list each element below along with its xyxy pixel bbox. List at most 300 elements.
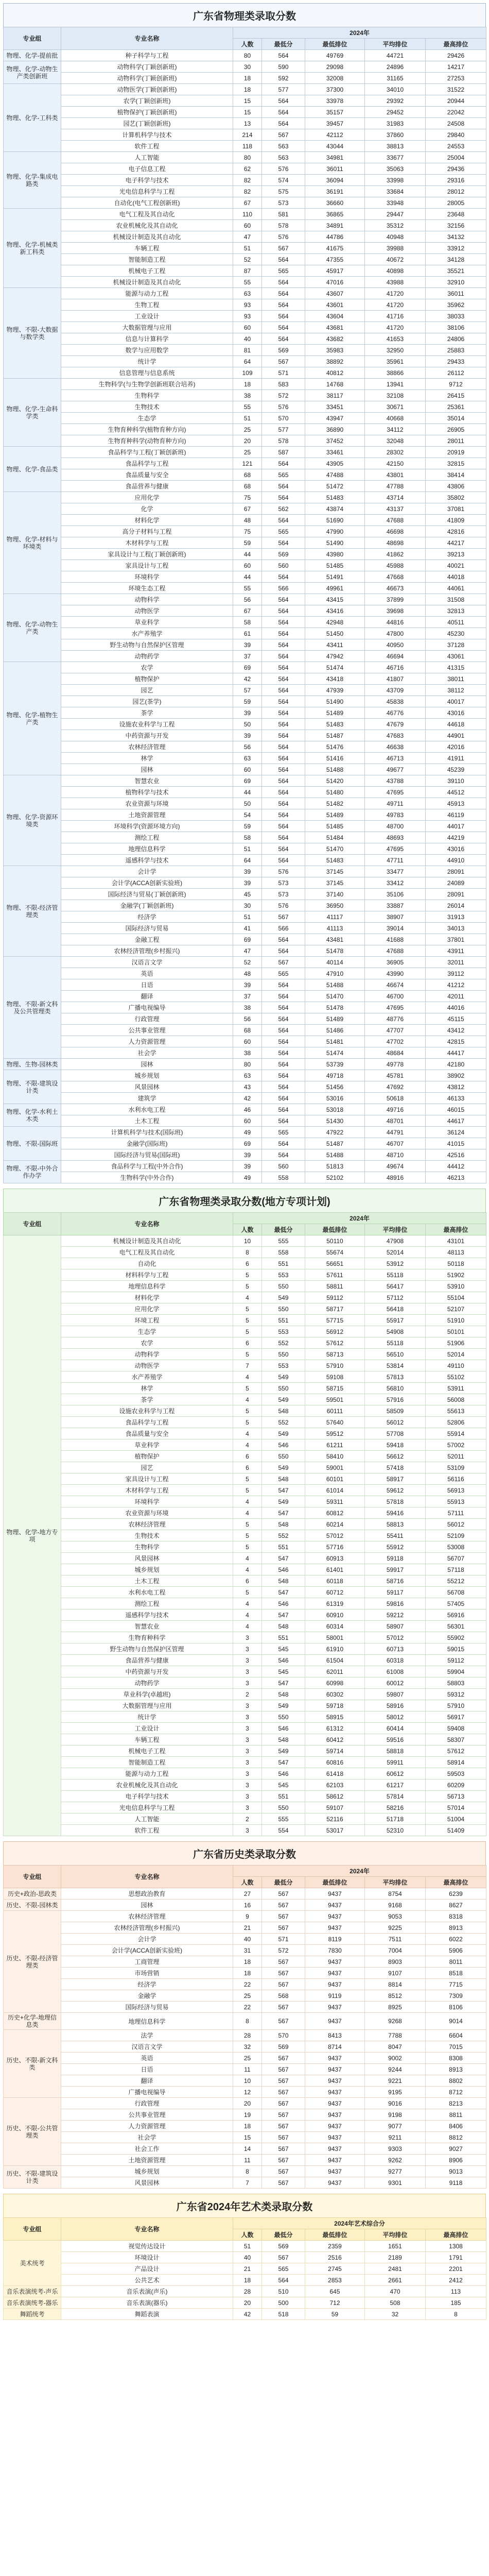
score-cell: 56916 — [426, 1609, 486, 1621]
score-cell: 564 — [262, 288, 305, 299]
score-cell: 564 — [262, 651, 305, 662]
major-name-cell: 材料化学 — [61, 515, 233, 526]
score-cell: 18 — [233, 2275, 262, 2286]
group-name-cell: 音乐表演统考-器乐 — [4, 2297, 61, 2309]
score-cell: 5 — [233, 1281, 262, 1292]
score-cell: 552 — [262, 1337, 305, 1349]
score-cell: 558 — [262, 1172, 305, 1183]
table-row — [4, 1405, 486, 1417]
score-cell: 37145 — [305, 877, 365, 889]
score-cell: 75 — [233, 492, 262, 503]
score-cell: 50 — [233, 798, 262, 809]
score-cell: 38902 — [426, 1070, 486, 1081]
score-cell: 7 — [233, 2177, 262, 2189]
score-cell: 42150 — [365, 458, 426, 469]
score-cell: 46700 — [365, 991, 426, 1002]
score-cell: 43607 — [305, 288, 365, 299]
score-cell: 5 — [233, 1541, 262, 1553]
score-cell: 58216 — [365, 1802, 426, 1814]
table-row — [4, 311, 486, 322]
score-cell: 47695 — [365, 843, 426, 855]
score-cell: 56708 — [426, 1587, 486, 1598]
table-row — [4, 1326, 486, 1337]
table-row — [4, 1689, 486, 1700]
major-name-cell: 生物技术 — [61, 401, 233, 413]
score-cell: 49677 — [365, 764, 426, 775]
major-name-cell: 水利水电工程 — [61, 1587, 233, 1598]
score-cell: 33412 — [365, 877, 426, 889]
table-row — [4, 2286, 486, 2297]
score-cell: 3 — [233, 1825, 262, 1836]
score-cell: 60 — [233, 1036, 262, 1047]
major-name-cell: 农林经济管理 — [61, 741, 233, 753]
score-cell: 36950 — [305, 900, 365, 911]
score-cell: 24806 — [426, 333, 486, 345]
score-cell: 550 — [262, 1303, 305, 1315]
score-cell: 3 — [233, 1655, 262, 1666]
score-cell: 15 — [233, 2132, 262, 2143]
major-name-cell: 农学 — [61, 1337, 233, 1349]
score-cell: 9195 — [365, 2087, 426, 2098]
score-cell: 5 — [233, 1315, 262, 1326]
score-cell: 49711 — [365, 798, 426, 809]
score-cell: 59112 — [426, 1655, 486, 1666]
score-cell: 61008 — [365, 1666, 426, 1677]
score-cell: 48684 — [365, 1047, 426, 1059]
score-cell: 51488 — [305, 1149, 365, 1161]
major-name-cell: 数学与应用数学 — [61, 345, 233, 356]
score-cell: 49110 — [426, 1360, 486, 1371]
score-cell: 42516 — [426, 1149, 486, 1161]
score-cell: 49674 — [365, 1161, 426, 1172]
major-name-cell: 动物科学(丁颖创新班) — [61, 61, 233, 73]
table-row — [4, 2177, 486, 2189]
score-cell: 29452 — [365, 107, 426, 118]
score-cell: 567 — [262, 1922, 305, 1934]
score-cell: 68 — [233, 1025, 262, 1036]
score-cell: 567 — [262, 356, 305, 367]
score-cell: 564 — [262, 277, 305, 288]
score-cell: 47711 — [365, 855, 426, 866]
score-cell: 29098 — [305, 61, 365, 73]
group-name-cell: 物理、化学-材料与环境类 — [4, 492, 61, 594]
score-cell: 569 — [262, 2241, 305, 2252]
table-row — [4, 639, 486, 651]
score-cell: 20 — [233, 435, 262, 447]
header-group: 专业组 — [4, 1213, 61, 1235]
table-row — [4, 503, 486, 515]
score-cell: 567 — [262, 1979, 305, 1990]
major-name-cell: 智慧农业 — [61, 775, 233, 787]
score-cell: 567 — [262, 2002, 305, 2013]
score-cell: 59117 — [365, 1587, 426, 1598]
score-cell: 53739 — [305, 1059, 365, 1070]
score-cell: 18 — [233, 1956, 262, 1968]
score-cell: 567 — [262, 911, 305, 923]
score-cell: 33451 — [305, 401, 365, 413]
score-cell: 548 — [262, 1575, 305, 1587]
table-row — [4, 957, 486, 968]
score-cell: 552 — [262, 1530, 305, 1541]
score-cell: 87 — [233, 265, 262, 277]
score-cell: 38 — [233, 1002, 262, 1013]
score-cell: 43601 — [305, 299, 365, 311]
major-name-cell: 农业机械化及其自动化 — [61, 220, 233, 231]
score-cell: 3 — [233, 1643, 262, 1655]
score-cell: 24896 — [365, 61, 426, 73]
score-cell: 547 — [262, 1587, 305, 1598]
score-cell: 48 — [233, 968, 262, 979]
score-cell: 546 — [262, 1723, 305, 1734]
major-name-cell: 社会学 — [61, 1047, 233, 1059]
major-name-cell: 能源与动力工程 — [61, 288, 233, 299]
score-cell: 43 — [233, 1081, 262, 1093]
score-cell: 38033 — [426, 311, 486, 322]
header-avg_score: 平均排位 — [365, 1224, 426, 1235]
score-cell: 47939 — [305, 685, 365, 696]
score-cell: 9225 — [365, 1922, 426, 1934]
major-name-cell: 国际经济与贸易(丁颖创新班) — [61, 889, 233, 900]
major-name-cell: 生物科学(与生物学创新班联合培养) — [61, 379, 233, 390]
score-cell: 39 — [233, 877, 262, 889]
score-cell: 59 — [233, 537, 262, 549]
table-row — [4, 1258, 486, 1269]
score-cell: 48710 — [365, 1149, 426, 1161]
score-cell: 60 — [233, 560, 262, 571]
score-cell: 55914 — [426, 1428, 486, 1439]
score-cell: 43812 — [426, 1081, 486, 1093]
score-cell: 47 — [233, 945, 262, 957]
table-row — [4, 1349, 486, 1360]
score-cell: 566 — [262, 583, 305, 594]
score-cell: 564 — [262, 1104, 305, 1115]
score-cell: 39112 — [426, 968, 486, 979]
score-cell: 52107 — [426, 1303, 486, 1315]
score-cell: 51484 — [305, 832, 365, 843]
score-cell: 581 — [262, 209, 305, 220]
group-name-cell: 历史、不限-园林类 — [4, 1900, 61, 1911]
score-cell: 53109 — [426, 1462, 486, 1473]
score-cell: 5 — [233, 1405, 262, 1417]
score-cell: 5 — [233, 1473, 262, 1485]
score-cell: 41015 — [426, 1138, 486, 1149]
score-cell: 9221 — [365, 2075, 426, 2087]
table-row — [4, 1013, 486, 1025]
major-name-cell: 植物科学与技术 — [61, 787, 233, 798]
score-cell: 4 — [233, 1371, 262, 1383]
score-cell: 57111 — [426, 1507, 486, 1519]
major-name-cell: 城乡规划 — [61, 1564, 233, 1575]
score-cell: 9437 — [305, 2002, 365, 2013]
score-cell: 4 — [233, 1428, 262, 1439]
score-cell: 565 — [262, 1127, 305, 1138]
table-row — [4, 1161, 486, 1172]
score-table — [3, 1865, 486, 2189]
score-cell: 48 — [233, 515, 262, 526]
score-cell: 55 — [233, 583, 262, 594]
table-row — [4, 1269, 486, 1281]
score-cell: 567 — [262, 243, 305, 254]
score-cell: 45988 — [365, 560, 426, 571]
score-cell: 51470 — [305, 843, 365, 855]
table-row — [4, 50, 486, 61]
score-cell: 564 — [262, 1047, 305, 1059]
score-cell: 44412 — [426, 1161, 486, 1172]
header-min_rank: 最低排位 — [305, 1877, 365, 1888]
score-cell: 546 — [262, 1439, 305, 1451]
table-row — [4, 2275, 486, 2286]
score-cell: 3 — [233, 1745, 262, 1757]
score-cell: 40114 — [305, 957, 365, 968]
score-cell: 57612 — [305, 1337, 365, 1349]
score-cell: 56917 — [426, 1711, 486, 1723]
header-year: 2024年艺术综合分 — [233, 2218, 486, 2229]
score-cell: 48701 — [365, 1115, 426, 1127]
table-row — [4, 741, 486, 753]
table-row — [4, 175, 486, 186]
score-cell: 42 — [233, 1093, 262, 1104]
table-row — [4, 1002, 486, 1013]
score-cell: 25 — [233, 447, 262, 458]
score-cell: 564 — [262, 832, 305, 843]
major-name-cell: 土地资源管理 — [61, 809, 233, 821]
score-cell: 55917 — [365, 1315, 426, 1326]
major-name-cell: 草业科学(卓越班) — [61, 1689, 233, 1700]
table-row — [4, 526, 486, 537]
score-cell: 60314 — [305, 1621, 365, 1632]
header-max_score: 最高排位 — [426, 1877, 486, 1888]
score-cell: 4 — [233, 1507, 262, 1519]
score-cell: 59816 — [365, 1598, 426, 1609]
score-cell: 44617 — [426, 1115, 486, 1127]
score-cell: 60816 — [305, 1757, 365, 1768]
major-name-cell: 音乐表演(器乐) — [61, 2297, 233, 2309]
table-row — [4, 61, 486, 73]
score-cell: 56713 — [426, 1791, 486, 1802]
major-name-cell: 能源与动力工程 — [61, 1768, 233, 1780]
score-cell: 6 — [233, 1575, 262, 1587]
score-cell: 39457 — [305, 118, 365, 129]
score-cell: 47702 — [365, 1036, 426, 1047]
major-name-cell: 风景园林 — [61, 2177, 233, 2189]
score-cell: 43061 — [426, 651, 486, 662]
score-cell: 61014 — [305, 1485, 365, 1496]
table-row — [4, 798, 486, 809]
score-cell: 567 — [262, 2109, 305, 2121]
major-name-cell: 动物科学 — [61, 1349, 233, 1360]
score-cell: 60214 — [305, 1519, 365, 1530]
major-name-cell: 软件工程 — [61, 141, 233, 152]
score-cell: 56012 — [365, 1417, 426, 1428]
score-cell: 53911 — [426, 1383, 486, 1394]
score-cell: 58907 — [365, 1621, 426, 1632]
table-row — [4, 2002, 486, 2013]
score-cell: 2745 — [305, 2263, 365, 2275]
score-cell: 43681 — [305, 322, 365, 333]
score-cell: 28011 — [426, 435, 486, 447]
score-cell: 555 — [262, 1235, 305, 1247]
score-cell: 51718 — [365, 1814, 426, 1825]
major-name-cell: 动物医学(丁颖创新班) — [61, 84, 233, 95]
table-row — [4, 2252, 486, 2263]
score-cell: 57012 — [305, 1530, 365, 1541]
score-cell: 5 — [233, 1485, 262, 1496]
score-cell: 550 — [262, 1349, 305, 1360]
score-cell: 9437 — [305, 2166, 365, 2177]
group-name-cell: 物理、不限-大数据与数学类 — [4, 288, 61, 379]
table-row — [4, 2309, 486, 2320]
major-name-cell: 人力资源管理 — [61, 2121, 233, 2132]
major-name-cell: 遥感科学与技术 — [61, 855, 233, 866]
group-name-cell: 物理、不限-建筑设计类 — [4, 1070, 61, 1104]
major-name-cell: 材料化学 — [61, 1292, 233, 1303]
group-name-cell: 历史+政治-思政类 — [4, 1888, 61, 1900]
table-row — [4, 299, 486, 311]
score-cell: 564 — [262, 1138, 305, 1149]
table-row — [4, 991, 486, 1002]
score-cell: 57612 — [426, 1745, 486, 1757]
score-cell: 46713 — [365, 753, 426, 764]
score-cell: 56913 — [426, 1485, 486, 1496]
score-cell: 567 — [262, 1900, 305, 1911]
score-cell: 549 — [262, 1394, 305, 1405]
score-cell: 60712 — [305, 1587, 365, 1598]
header-min_score: 最低分 — [262, 1224, 305, 1235]
major-name-cell: 野生动物与自然保护区管理 — [61, 1643, 233, 1655]
table-row — [4, 1104, 486, 1115]
score-cell: 41720 — [365, 322, 426, 333]
group-name-cell: 物理、化学-机械类新工科类 — [4, 209, 61, 288]
score-cell: 9437 — [305, 1979, 365, 1990]
score-cell: 29840 — [426, 129, 486, 141]
score-cell: 93 — [233, 311, 262, 322]
score-cell: 40898 — [365, 265, 426, 277]
score-cell: 43682 — [305, 333, 365, 345]
score-cell: 564 — [262, 492, 305, 503]
score-cell: 567 — [262, 2053, 305, 2064]
score-cell: 9119 — [305, 1990, 365, 2002]
major-name-cell: 金融学(丁颖创新班) — [61, 900, 233, 911]
score-cell: 56301 — [426, 1621, 486, 1632]
score-cell: 564 — [262, 1036, 305, 1047]
header-major: 专业名称 — [61, 27, 233, 50]
score-cell: 8754 — [365, 1888, 426, 1900]
score-cell: 59917 — [365, 1564, 426, 1575]
score-cell: 18 — [233, 2121, 262, 2132]
major-name-cell: 环境科学 — [61, 1496, 233, 1507]
score-cell: 8106 — [426, 2002, 486, 2013]
score-cell: 8308 — [426, 2053, 486, 2064]
score-cell: 8913 — [426, 2064, 486, 2075]
table-row — [4, 1417, 486, 1428]
score-cell: 47688 — [365, 945, 426, 957]
table-row — [4, 1485, 486, 1496]
table-row — [4, 1791, 486, 1802]
major-name-cell: 国际经济与贸易 — [61, 2002, 233, 2013]
score-cell: 51 — [233, 243, 262, 254]
score-cell: 69 — [233, 662, 262, 673]
score-cell: 62103 — [305, 1780, 365, 1791]
major-name-cell: 生物科学 — [61, 1541, 233, 1553]
score-cell: 8913 — [426, 1922, 486, 1934]
table-row — [4, 1439, 486, 1451]
major-name-cell: 土木工程 — [61, 1115, 233, 1127]
score-cell: 44017 — [426, 821, 486, 832]
score-cell: 55411 — [365, 1530, 426, 1541]
score-cell: 11 — [233, 2155, 262, 2166]
score-cell: 549 — [262, 1700, 305, 1711]
score-cell: 590 — [262, 61, 305, 73]
score-cell: 578 — [262, 435, 305, 447]
major-name-cell: 软件工程 — [61, 1825, 233, 1836]
table-row — [4, 843, 486, 855]
score-cell: 564 — [262, 333, 305, 345]
table-row — [4, 1609, 486, 1621]
table-row — [4, 696, 486, 707]
table-row — [4, 2132, 486, 2143]
score-cell: 45230 — [426, 628, 486, 639]
score-cell: 59 — [305, 2309, 365, 2320]
score-cell: 31913 — [426, 911, 486, 923]
score-cell: 51450 — [305, 628, 365, 639]
score-cell: 58001 — [305, 1632, 365, 1643]
score-cell: 82 — [233, 186, 262, 197]
score-cell: 562 — [262, 503, 305, 515]
table-row — [4, 673, 486, 685]
score-cell: 5 — [233, 1326, 262, 1337]
score-cell: 82 — [233, 175, 262, 186]
table-row — [4, 605, 486, 617]
score-table — [3, 27, 486, 1183]
score-cell: 3 — [233, 1757, 262, 1768]
score-cell: 34891 — [305, 220, 365, 231]
score-cell: 545 — [262, 1780, 305, 1791]
score-cell: 4 — [233, 1621, 262, 1632]
score-cell: 41716 — [365, 311, 426, 322]
score-cell: 569 — [262, 2041, 305, 2053]
score-cell: 58 — [233, 832, 262, 843]
score-cell: 58917 — [365, 1473, 426, 1485]
score-cell: 51487 — [305, 730, 365, 741]
score-cell: 5 — [233, 1519, 262, 1530]
score-cell: 61504 — [305, 1655, 365, 1666]
table-row — [4, 1900, 486, 1911]
score-cell: 10 — [233, 1235, 262, 1247]
score-cell: 32815 — [426, 458, 486, 469]
score-cell: 58811 — [305, 1281, 365, 1292]
score-cell: 3 — [233, 1632, 262, 1643]
header-count: 人数 — [233, 39, 262, 50]
score-cell: 34013 — [426, 923, 486, 934]
score-cell: 33677 — [365, 152, 426, 163]
score-cell: 47355 — [305, 254, 365, 265]
score-cell: 9437 — [305, 2177, 365, 2189]
table-row — [4, 2013, 486, 2030]
major-name-cell: 机械设计制造及其自动化 — [61, 231, 233, 243]
score-cell: 26905 — [426, 424, 486, 435]
header-major: 专业名称 — [61, 2218, 233, 2241]
table-row — [4, 866, 486, 877]
score-cell: 558 — [262, 1247, 305, 1258]
table-row — [4, 1677, 486, 1689]
score-cell: 51456 — [305, 1081, 365, 1093]
score-cell: 35962 — [426, 299, 486, 311]
score-cell: 51480 — [305, 787, 365, 798]
header-min_rank: 最低排位 — [305, 2229, 365, 2241]
score-cell: 24553 — [426, 141, 486, 152]
score-cell: 8413 — [305, 2030, 365, 2041]
score-cell: 565 — [262, 265, 305, 277]
